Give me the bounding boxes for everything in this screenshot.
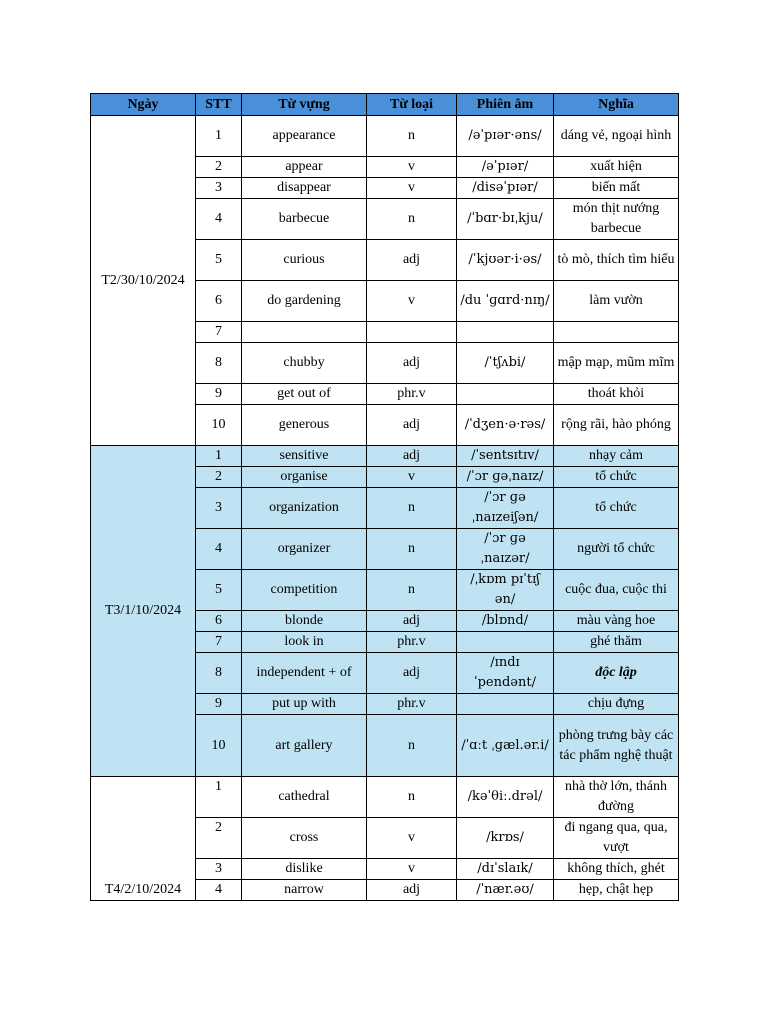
- pos-cell: v: [367, 859, 457, 880]
- meaning-cell: cuộc đua, cuộc thi: [554, 570, 679, 611]
- meaning-cell: phòng trưng bày các tác phẩm nghệ thuật: [554, 715, 679, 777]
- word-cell: organizer: [242, 529, 367, 570]
- word-cell: generous: [242, 405, 367, 446]
- ipa-cell: [457, 322, 554, 343]
- pos-cell: phr.v: [367, 632, 457, 653]
- header-meaning: Nghĩa: [554, 94, 679, 116]
- ipa-cell: /ˈɔr ɡəˌnaɪz/: [457, 467, 554, 488]
- meaning-cell: thoát khỏi: [554, 384, 679, 405]
- ipa-cell: /ˌkɒm pɪˈtɪʃ ən/: [457, 570, 554, 611]
- stt-cell: 3: [196, 859, 242, 880]
- ipa-cell: /du ˈɡɑrd·nɪŋ/: [457, 281, 554, 322]
- header-stt: STT: [196, 94, 242, 116]
- stt-cell: 4: [196, 529, 242, 570]
- table-row: [91, 116, 679, 157]
- header-ipa: Phiên âm: [457, 94, 554, 116]
- word-cell: [242, 322, 367, 343]
- pos-cell: n: [367, 529, 457, 570]
- ipa-cell: [457, 384, 554, 405]
- ipa-cell: [457, 694, 554, 715]
- stt-cell: 4: [196, 199, 242, 240]
- stt-cell: 9: [196, 384, 242, 405]
- word-cell: organise: [242, 467, 367, 488]
- meaning-cell: tò mò, thích tìm hiểu: [554, 240, 679, 281]
- ipa-cell: /ɪndɪ ˈpendənt/: [457, 653, 554, 694]
- ipa-cell: /ˈdʒen·ə·rəs/: [457, 405, 554, 446]
- stt-cell: 9: [196, 694, 242, 715]
- day-cell: T4/2/10/2024: [91, 777, 196, 901]
- ipa-cell: /ˈɔr ɡə ˌnaɪzər/: [457, 529, 554, 570]
- word-cell: barbecue: [242, 199, 367, 240]
- vocabulary-table: [90, 93, 679, 901]
- word-cell: look in: [242, 632, 367, 653]
- stt-cell: 5: [196, 240, 242, 281]
- meaning-cell: người tổ chức: [554, 529, 679, 570]
- ipa-cell: /ˈtʃʌbi/: [457, 343, 554, 384]
- stt-cell: 5: [196, 570, 242, 611]
- meaning-cell: đi ngang qua, qua, vượt: [554, 818, 679, 859]
- pos-cell: adj: [367, 446, 457, 467]
- word-cell: dislike: [242, 859, 367, 880]
- pos-cell: n: [367, 199, 457, 240]
- word-cell: get out of: [242, 384, 367, 405]
- pos-cell: v: [367, 467, 457, 488]
- ipa-cell: /ˈkjʊər·i·əs/: [457, 240, 554, 281]
- pos-cell: n: [367, 116, 457, 157]
- pos-cell: [367, 322, 457, 343]
- stt-cell: 2: [196, 818, 242, 859]
- header-day: Ngày: [91, 94, 196, 116]
- word-cell: appearance: [242, 116, 367, 157]
- ipa-cell: /krɒs/: [457, 818, 554, 859]
- meaning-cell: nhà thờ lớn, thánh đường: [554, 777, 679, 818]
- word-cell: put up with: [242, 694, 367, 715]
- meaning-cell: tổ chức: [554, 467, 679, 488]
- word-cell: cross: [242, 818, 367, 859]
- pos-cell: adj: [367, 653, 457, 694]
- pos-cell: adj: [367, 405, 457, 446]
- meaning-cell: mập mạp, mũm mĩm: [554, 343, 679, 384]
- meaning-cell: biến mất: [554, 178, 679, 199]
- word-cell: curious: [242, 240, 367, 281]
- stt-cell: 7: [196, 632, 242, 653]
- ipa-cell: /ˈbɑr·bɪˌkju/: [457, 199, 554, 240]
- meaning-cell: không thích, ghét: [554, 859, 679, 880]
- meaning-cell: dáng vẻ, ngoại hình: [554, 116, 679, 157]
- word-cell: organization: [242, 488, 367, 529]
- meaning-cell: nhạy cảm: [554, 446, 679, 467]
- word-cell: disappear: [242, 178, 367, 199]
- pos-cell: v: [367, 157, 457, 178]
- meaning-cell: rộng rãi, hào phóng: [554, 405, 679, 446]
- ipa-cell: /əˈpɪər·əns/: [457, 116, 554, 157]
- ipa-cell: /kəˈθiː.drəl/: [457, 777, 554, 818]
- ipa-cell: /əˈpɪər/: [457, 157, 554, 178]
- stt-cell: 3: [196, 178, 242, 199]
- pos-cell: v: [367, 178, 457, 199]
- pos-cell: adj: [367, 240, 457, 281]
- table-row: [91, 446, 679, 467]
- word-cell: art gallery: [242, 715, 367, 777]
- meaning-cell: độc lập: [554, 653, 679, 694]
- day-cell: T3/1/10/2024: [91, 446, 196, 777]
- word-cell: independent + of: [242, 653, 367, 694]
- stt-cell: 6: [196, 281, 242, 322]
- ipa-cell: /blɒnd/: [457, 611, 554, 632]
- pos-cell: v: [367, 818, 457, 859]
- stt-cell: 1: [196, 446, 242, 467]
- word-cell: narrow: [242, 880, 367, 901]
- ipa-cell: [457, 632, 554, 653]
- pos-cell: n: [367, 777, 457, 818]
- header-pos: Từ loại: [367, 94, 457, 116]
- stt-cell: 2: [196, 157, 242, 178]
- pos-cell: adj: [367, 343, 457, 384]
- stt-cell: 8: [196, 653, 242, 694]
- meaning-cell: [554, 322, 679, 343]
- ipa-cell: /ˈsentsɪtɪv/: [457, 446, 554, 467]
- day-cell: T2/30/10/2024: [91, 116, 196, 446]
- meaning-cell: làm vườn: [554, 281, 679, 322]
- word-cell: appear: [242, 157, 367, 178]
- word-cell: chubby: [242, 343, 367, 384]
- pos-cell: adj: [367, 880, 457, 901]
- stt-cell: 3: [196, 488, 242, 529]
- stt-cell: 6: [196, 611, 242, 632]
- ipa-cell: /disəˈpɪər/: [457, 178, 554, 199]
- stt-cell: 10: [196, 715, 242, 777]
- ipa-cell: /ˈɔr ɡə ˌnaɪzeiʃən/: [457, 488, 554, 529]
- header-word: Từ vựng: [242, 94, 367, 116]
- pos-cell: n: [367, 570, 457, 611]
- word-cell: sensitive: [242, 446, 367, 467]
- pos-cell: phr.v: [367, 694, 457, 715]
- pos-cell: phr.v: [367, 384, 457, 405]
- meaning-cell: món thịt nướng barbecue: [554, 199, 679, 240]
- pos-cell: n: [367, 715, 457, 777]
- pos-cell: adj: [367, 611, 457, 632]
- word-cell: competition: [242, 570, 367, 611]
- meaning-cell: chịu đựng: [554, 694, 679, 715]
- stt-cell: 8: [196, 343, 242, 384]
- ipa-cell: /dɪˈslaɪk/: [457, 859, 554, 880]
- stt-cell: 2: [196, 467, 242, 488]
- meaning-cell: xuất hiện: [554, 157, 679, 178]
- stt-cell: 1: [196, 116, 242, 157]
- ipa-cell: /ˈnær.əʊ/: [457, 880, 554, 901]
- table-row: [91, 777, 679, 818]
- pos-cell: v: [367, 281, 457, 322]
- word-cell: blonde: [242, 611, 367, 632]
- word-cell: do gardening: [242, 281, 367, 322]
- stt-cell: 4: [196, 880, 242, 901]
- stt-cell: 7: [196, 322, 242, 343]
- ipa-cell: /ˈɑːt ˌɡæl.ər.i/: [457, 715, 554, 777]
- meaning-cell: hẹp, chật hẹp: [554, 880, 679, 901]
- header-row: [91, 94, 679, 116]
- word-cell: cathedral: [242, 777, 367, 818]
- pos-cell: n: [367, 488, 457, 529]
- stt-cell: 1: [196, 777, 242, 818]
- meaning-cell: tổ chức: [554, 488, 679, 529]
- meaning-cell: màu vàng hoe: [554, 611, 679, 632]
- meaning-cell: ghé thăm: [554, 632, 679, 653]
- stt-cell: 10: [196, 405, 242, 446]
